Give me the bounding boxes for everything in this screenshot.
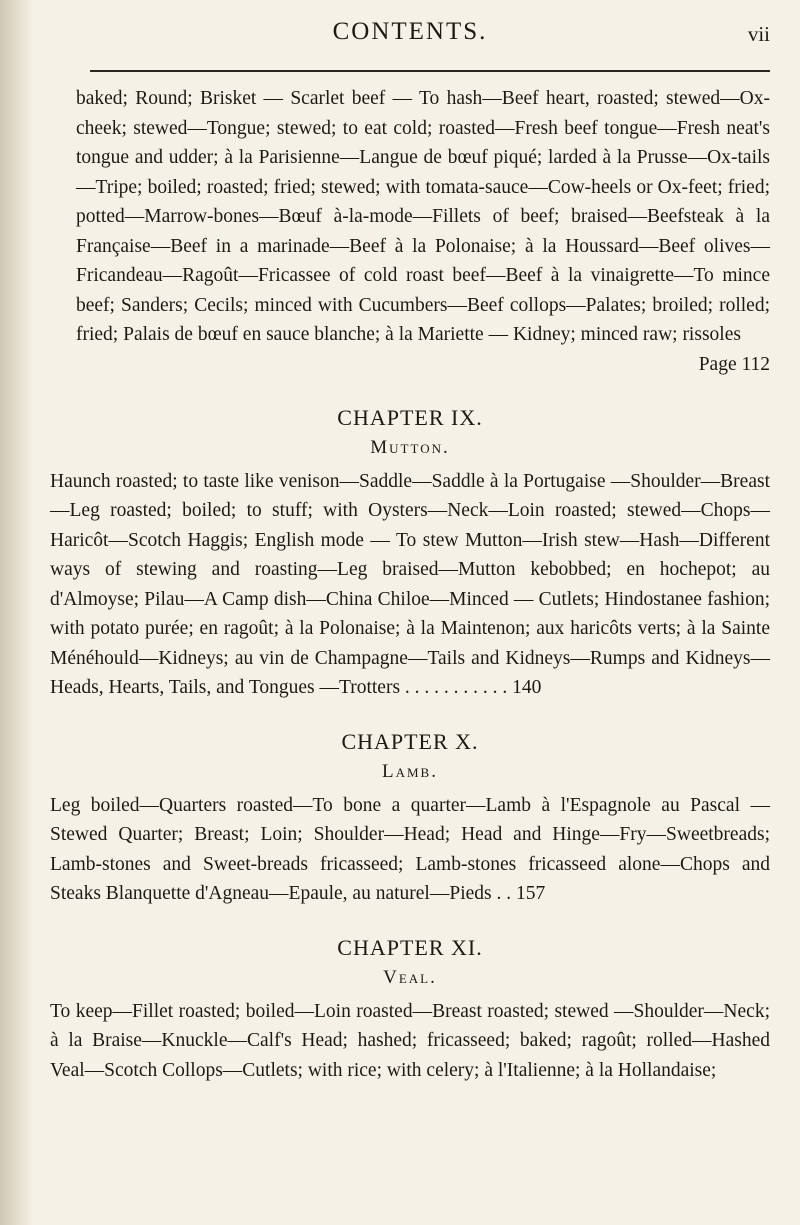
chapter-subject: Veal.: [383, 966, 437, 988]
chapter-page-ref: 140: [512, 677, 542, 698]
book-spine-shadow: [0, 0, 34, 1225]
chapter-contents: [50, 467, 770, 703]
page-folio: vii: [747, 22, 770, 46]
chapter-x: [50, 729, 770, 909]
chapter-ix: [50, 405, 770, 703]
book-page: [50, 8, 770, 1085]
header-rule: [90, 70, 770, 72]
chapter-heading: CHAPTER X.: [341, 728, 479, 754]
running-head: [50, 8, 770, 60]
chapter-heading: CHAPTER XI.: [337, 934, 483, 960]
chapter-page-ref: 157: [515, 883, 546, 904]
chapter-text: Haunch roasted; to taste like venison—Saddle—Saddle à la Portugaise —Shoulder—Breast—Leg roasted; boiled; to stuff; with Oysters—Neck—Loin roasted; stewed—Chops—Haricôt—Scotch Haggis; English mode — To stew Mutton—Irish stew—Hash—Different ways of stewing and roasting—Leg braised—Mutton kebobbed; en hochepot; au d'Almoyse; Pilau—A Camp dish—China Chiloe—Minced — Cutlets; Hindostanee fashion; with potato purée; en ragoût; à la Polonaise; à la Maintenon; aux haricôts verts; à la Sainte Ménéhould—Kidneys; au vin de Champagne—Tails and Kidneys—Rumps and Kidneys—Heads, Hearts, Tails, and Tongues —Trotters . . . . . . . . . . .: [50, 470, 770, 698]
page-title: CONTENTS.: [332, 18, 488, 45]
chapter-contents: [50, 791, 770, 909]
chapter-contents: [50, 997, 770, 1086]
intro-page-ref: Page 112: [698, 353, 770, 375]
chapter-subject: Mutton.: [370, 436, 450, 458]
chapter-subject: Lamb.: [382, 760, 438, 782]
chapter-text: Leg boiled—Quarters roasted—To bone a quarter—Lamb à l'Espagnole au Pascal — Stewed Quarter; Breast; Loin; Shoulder—Head; Head and Hinge—Fry—Sweetbreads; Lamb-stones and Sweet-breads fricasseed; Lamb-stones fricasseed alone—Chops and Steaks Blanquette d'Agneau—Epaule, au naturel—Pieds . .: [50, 794, 770, 904]
chapter-xi: [50, 935, 770, 1086]
chapter-text: To keep—Fillet roasted; boiled—Loin roasted—Breast roasted; stewed —Shoulder—Neck; à la Braise—Knuckle—Calf's Head; hashed; fricasseed; baked; ragoût; rolled—Hashed Veal—Scotch Collops—Cutlets; with rice; with celery; à l'Italienne; à la Hollandaise;: [50, 1000, 770, 1081]
intro-paragraph: baked; Round; Brisket — Scarlet beef — To hash—Beef heart, roasted; stewed—Ox-cheek; stewed—Tongue; stewed; to eat cold; roasted—Fresh beef tongue—Fresh neat's tongue and udder; à la Parisienne—Langue de bœuf piqué; larded à la Prusse—Ox-tails—Tripe; boiled; roasted; fried; stewed; with tomata-sauce—Cow-heels or Ox-feet; fried; potted—Marrow-bones—Bœuf à-la-mode—Fillets of beef; braised—Beefsteak à la Française—Beef in a marinade—Beef à la Polonaise; à la Houssard—Beef olives—Fricandeau—Ragoût—Fricassee of cold roast beef—Beef à la vinaigrette—To mince beef; Sanders; Cecils; minced with Cucumbers—Beef collops—Palates; broiled; rolled; fried; Palais de bœuf en sauce blanche; à la Mariette — Kidney; minced raw; rissoles: [76, 88, 770, 345]
chapter-heading: CHAPTER IX.: [337, 404, 483, 430]
